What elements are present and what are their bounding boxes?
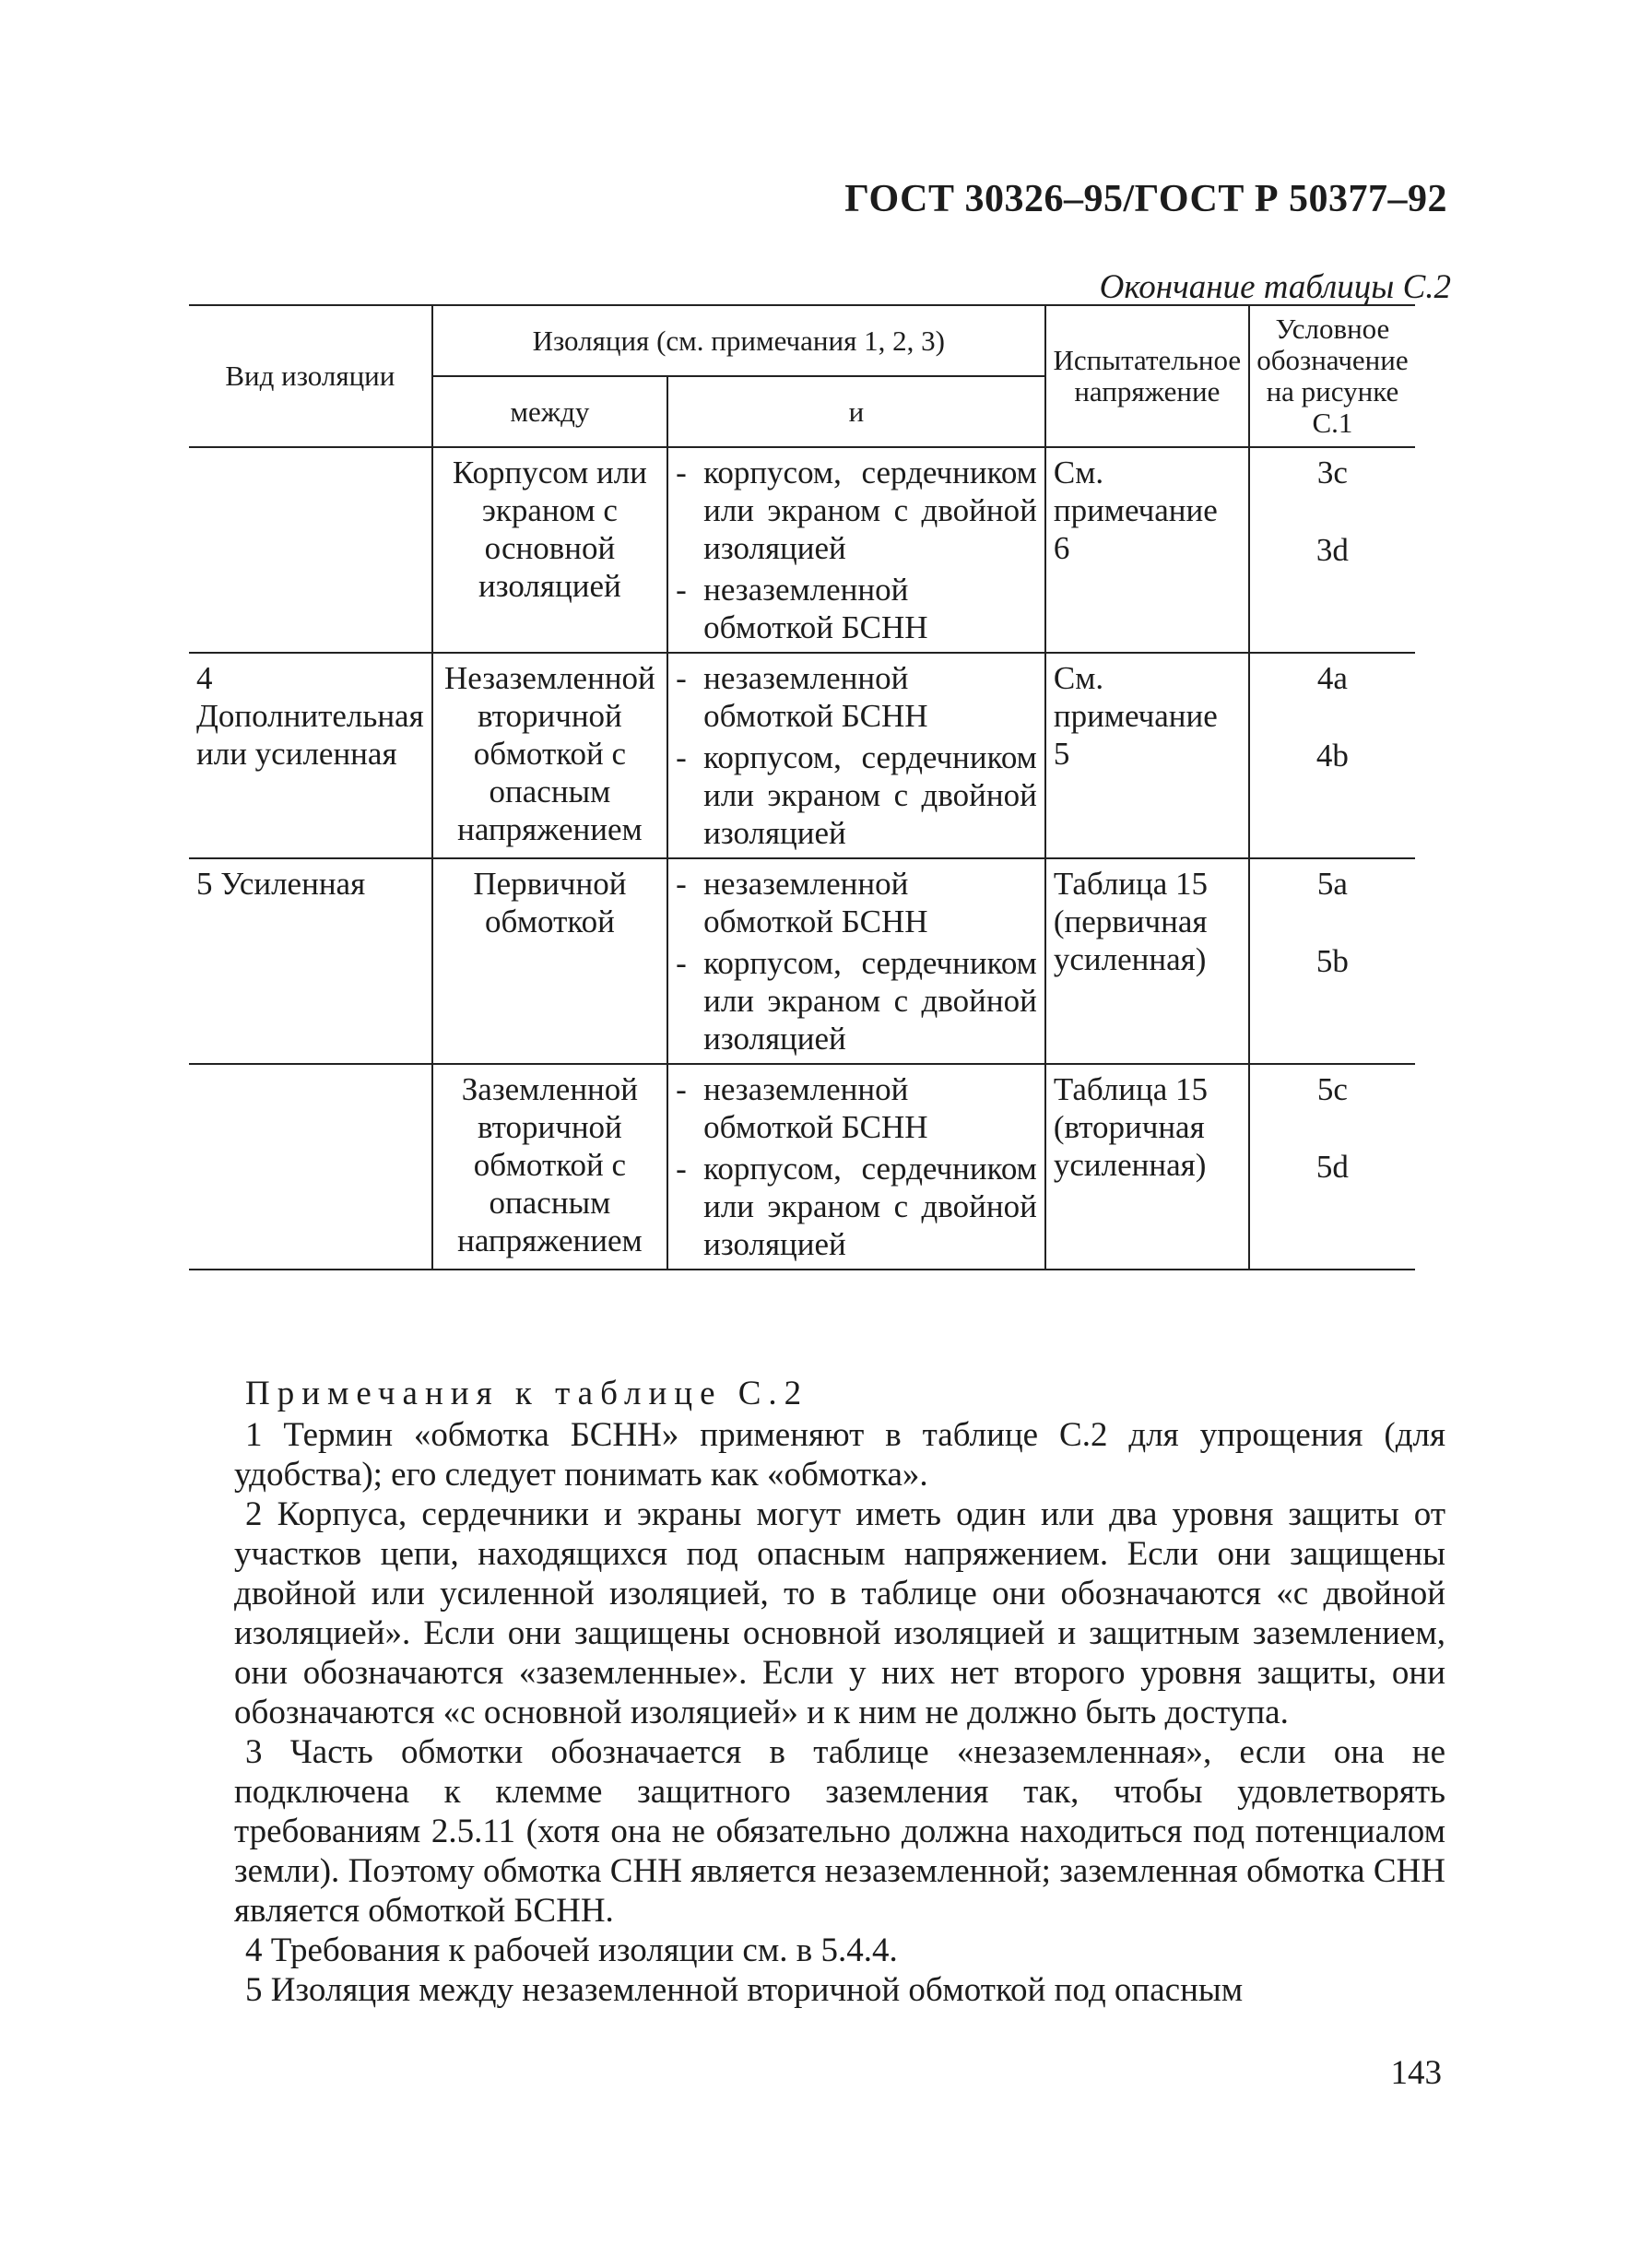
cell-and (667, 1064, 1045, 1270)
note-item: 5 Изоляция между незаземленной вторичной обмоткой под опасным (245, 1971, 1244, 2009)
cell-and (667, 447, 1045, 653)
header-insulation-type: Вид изоляции (189, 305, 432, 447)
cell-codes (1249, 1064, 1415, 1270)
cell-voltage: См. примечание 6 (1045, 447, 1249, 653)
list-item: - незаземленной обмоткой БСНН (676, 660, 928, 734)
symbol-code: 4b (1315, 738, 1349, 774)
table-continuation-caption: Окончание таблицы С.2 (1099, 268, 1451, 306)
list-item: - незаземленной обмоткой БСНН (676, 1071, 928, 1145)
cell-voltage: Таблица 15 (первичная усиленная) (1045, 858, 1249, 1064)
note-item: 4 Требования к рабочей изоляции см. в 5.4.4. (245, 1931, 898, 1969)
symbol-code: 4a (1316, 660, 1348, 696)
insulation-table (189, 304, 1415, 1270)
list-item: - корпусом, сердечником или экраном с двойной изоляцией (676, 739, 1037, 851)
list-item: - корпусом, сердечником или экраном с двойной изоляцией (676, 1151, 1037, 1262)
table-row (189, 447, 1415, 653)
document-code: ГОСТ 30326–95/ГОСТ Р 50377–92 (844, 178, 1447, 220)
note-item: 1 Термин «обмотка БСНН» применяют в таблице С.2 для упрощения (для удобства); его следует понимать как «обмотка». (234, 1416, 1445, 1494)
table-row (189, 653, 1415, 858)
notes-title: Примечания к таблице С.2 (245, 1375, 809, 1412)
list-item: - корпусом, сердечником или экраном с двойной изоляцией (676, 945, 1037, 1057)
symbol-code: 5d (1315, 1149, 1349, 1185)
note-item: 2 Корпуса, сердечники и экраны могут иметь один или два уровня защиты от участков цепи, находящихся под опасным напряжением. Если они защищены двойной или усиленной изоляцией, то в таблице они обозначаются «с двойной изоляцией». Если они защищены основной изоляцией и защитным заземлением, они обозначаются «заземленные». Если у них нет второго уровня защиты, они обозначаются «с основной изоляцией» и к ним не должно быть доступа. (234, 1495, 1445, 1731)
cell-codes (1249, 447, 1415, 653)
list-item: - корпусом, сердечником или экраном с двойной изоляцией (676, 455, 1037, 566)
cell-between: Корпусом или экраном с основной изоляцией (432, 447, 667, 653)
page-number: 143 (1390, 2054, 1442, 2092)
cell-type (189, 447, 432, 653)
list-item: - незаземленной обмоткой БСНН (676, 572, 928, 645)
symbol-code: 5a (1316, 866, 1348, 902)
cell-and (667, 858, 1045, 1064)
header-test-voltage: Испытательное напряжение (1045, 305, 1249, 447)
cell-between: Первичной обмоткой (432, 858, 667, 1064)
header-insulation: Изоляция (см. примечания 1, 2, 3) (432, 305, 1045, 376)
cell-between: Заземленной вторичной обмоткой с опасным напряжением (432, 1064, 667, 1270)
cell-type: 5 Усиленная (189, 858, 432, 1064)
symbol-code: 5c (1316, 1071, 1348, 1107)
symbol-code: 5b (1315, 943, 1349, 979)
cell-codes (1249, 858, 1415, 1064)
header-symbol: Условное обозначение на рисунке С.1 (1249, 305, 1415, 447)
cell-voltage: См. примечание 5 (1045, 653, 1249, 858)
table-notes (234, 1374, 1445, 2010)
cell-type (189, 1064, 432, 1270)
note-item: 3 Часть обмотки обозначается в таблице «незаземленная», если она не подключена к клемме защитного заземления так, чтобы удовлетворять требованиям 2.5.11 (хотя она не обязательно должна находиться под потенциалом земли). Поэтому обмотка СНН является незаземленной; заземленная обмотка СНН является обмоткой БСНН. (234, 1733, 1445, 1930)
cell-voltage: Таблица 15 (вторичная усиленная) (1045, 1064, 1249, 1270)
symbol-code: 3c (1316, 455, 1348, 490)
cell-and (667, 653, 1045, 858)
symbol-code: 3d (1315, 532, 1349, 568)
list-item: - незаземленной обмоткой БСНН (676, 866, 928, 939)
header-and: и (667, 376, 1045, 447)
cell-type: 4 Дополнительная или усиленная (189, 653, 432, 858)
cell-between: Незаземленной вторичной обмоткой с опасным напряжением (432, 653, 667, 858)
table-row (189, 858, 1415, 1064)
header-between: между (432, 376, 667, 447)
cell-codes (1249, 653, 1415, 858)
table-row (189, 1064, 1415, 1270)
